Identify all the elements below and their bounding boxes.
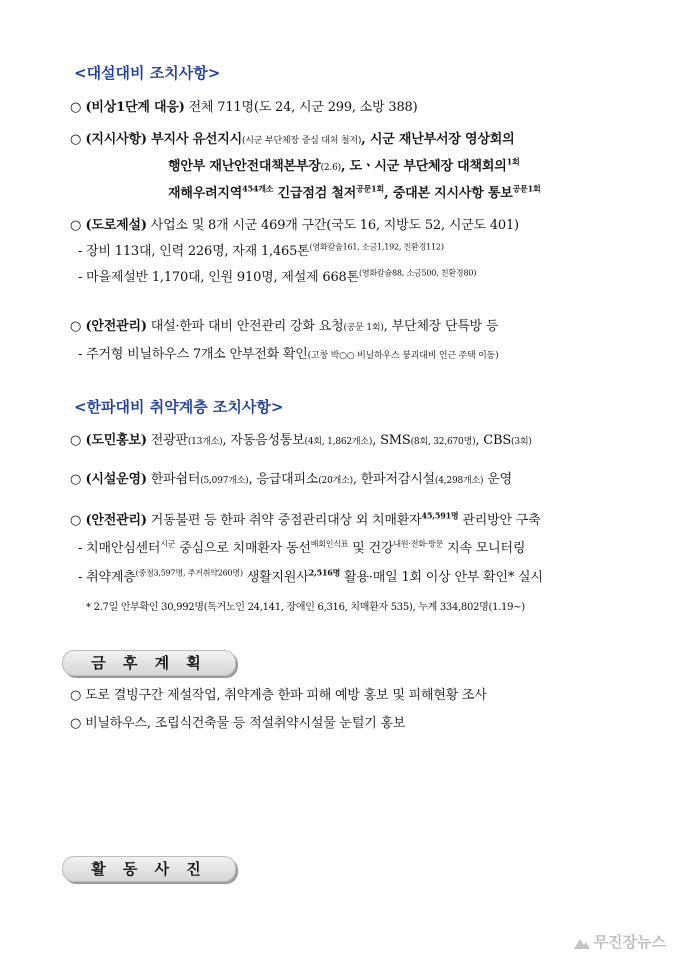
cold-safety-superscript: 내원·전화·방문 <box>393 539 444 549</box>
promo-text: , 자동음성통보 <box>222 433 305 448</box>
greenhouse-detail: (고창 박○○ 비닐하우스 붕괴대비 인근 주택 이동) <box>307 351 499 361</box>
facility-text: , 한파저감시설 <box>352 472 435 487</box>
cold-wave-section-title: <한파대비 취약계층 조치사항> <box>74 398 284 416</box>
watermark-text: 무진장뉴스 <box>593 933 666 951</box>
cold-safety-text: 및 건강 <box>348 541 394 556</box>
instruction-text: 재해우려지역 <box>168 186 243 201</box>
promo-line <box>70 429 532 448</box>
promo-head: ○ (도민홍보) <box>70 433 147 448</box>
future-plan-heading: 금 후 계 획 <box>62 650 236 676</box>
cold-safety-superscript: (중점3,597명, 주거취약260명) <box>135 568 243 578</box>
cold-safety-text: 활용·매일 1회 이상 안부 확인* 실시 <box>340 570 543 585</box>
facility-line <box>70 468 512 487</box>
snow-safety-body: 대설·한파 대비 안전관리 강화 요청 <box>150 319 344 334</box>
village-removal-detail: (염화칼슘88, 소금500, 친환경80) <box>358 268 477 278</box>
promo-text: , SMS <box>372 433 411 448</box>
instruction-detail: (시군 부단체장 중심 대처 철저) <box>241 136 362 146</box>
instruction-superscript: 공문1회 <box>512 183 541 194</box>
cold-safety-head: ○ (안전관리) <box>70 513 147 528</box>
equipment-line <box>78 240 444 259</box>
snow-safety-detail: (공문 1회) <box>343 323 384 333</box>
cold-safety-text: 거동불편 등 한파 취약 중점관리대상 외 치매환자 <box>150 513 422 528</box>
greenhouse-line <box>78 343 498 362</box>
instruction-text: , 도ㆍ시군 부단체장 대책회의 <box>340 159 507 174</box>
cold-safety-superscript: 배회인식표 <box>310 539 349 549</box>
instruction-text: 부지사 유선지시 <box>151 132 242 147</box>
snow-removal-detail: (국도 16, 지방도 52, 시군도 401) <box>326 218 519 233</box>
facility-text: , 응급대피소 <box>248 472 319 487</box>
cold-safety-text: 중심으로 치매환자 동선 <box>175 541 311 556</box>
instruction-line-3 <box>168 182 541 201</box>
snow-safety-head: ○ (안전관리) <box>70 319 147 334</box>
cold-safety-text: - 취약계층 <box>78 570 136 585</box>
emergency-line <box>70 96 418 115</box>
photos-heading: 활 동 사 진 <box>62 856 236 882</box>
snow-safety-tail: , 부단체장 단특방 등 <box>383 319 499 334</box>
facility-head: ○ (시설운영) <box>70 472 147 487</box>
promo-detail: (13개소) <box>187 437 223 447</box>
village-removal-text: - 마을제설반 1,170대, 인원 910명, 제설제 668톤 <box>78 270 359 285</box>
instruction-line-2 <box>168 155 519 174</box>
cold-safety-line-2 <box>78 537 525 556</box>
facility-detail: (5,097개소) <box>200 476 249 486</box>
cold-safety-line-3 <box>78 566 543 585</box>
promo-text: 전광판 <box>150 433 188 448</box>
cold-safety-text: 생활지원사 <box>242 570 309 585</box>
instruction-superscript: 1회 <box>506 156 520 167</box>
facility-text: 운영 <box>483 472 512 487</box>
future-plan-item: ○ 비닐하우스, 조립식건축물 등 적설취약시설물 눈털기 홍보 <box>70 716 406 731</box>
promo-detail: (8회, 32,670명) <box>410 437 476 447</box>
snow-safety-line <box>70 315 498 334</box>
emergency-detail: (도 24, 시군 299, 소방 388) <box>253 100 418 115</box>
check-note: * 2.7일 안부확인 30,992명(독거노인 24,141, 장애인 6,316, 치매환자 535), 누계 334,802명(1.19~) <box>86 602 525 613</box>
cold-safety-text: 관리방안 구축 <box>458 513 541 528</box>
instruction-text: 긴급점검 철저 <box>273 186 357 201</box>
facility-text: 한파쉼터 <box>150 472 201 487</box>
instruction-line-1 <box>70 128 514 147</box>
mountain-icon <box>574 937 590 949</box>
snow-removal-line <box>70 214 519 233</box>
instruction-detail: (2.6) <box>320 163 341 173</box>
future-plan-item: ○ 도로 결빙구간 제설작업, 취약계층 한파 피해 예방 홍보 및 피해현황 조사 <box>70 688 487 703</box>
promo-detail: (4회, 1,862개소) <box>304 437 373 447</box>
facility-detail: (20개소) <box>318 476 353 486</box>
cold-safety-superscript: 45,591명 <box>421 510 459 521</box>
cold-safety-superscript: 시군 <box>160 539 176 549</box>
cold-safety-text: - 치매안심센터 <box>78 541 161 556</box>
instruction-superscript: 454개소 <box>242 183 274 194</box>
promo-text: , CBS <box>475 433 512 448</box>
instruction-text: , 중대본 지시사항 통보 <box>384 186 513 201</box>
instruction-text: 행안부 재난안전대책본부장 <box>168 159 321 174</box>
snow-removal-head: ○ (도로제설) <box>70 218 147 233</box>
cold-safety-line-1 <box>70 509 540 528</box>
equipment-detail: (염화칼슘161, 소금1,192, 친환경112) <box>309 242 444 252</box>
heavy-snow-section-title: <대설대비 조치사항> <box>74 64 221 82</box>
cold-safety-text: 지속 모니터링 <box>443 541 526 556</box>
emergency-body: 전체 711명 <box>188 100 254 115</box>
facility-detail: (4,298개소) <box>434 476 484 486</box>
equipment-text: - 장비 113대, 인력 226명, 자재 1,465톤 <box>78 244 310 259</box>
promo-detail: (3회) <box>511 437 532 447</box>
village-removal-line <box>78 266 476 285</box>
watermark <box>574 931 666 952</box>
instruction-head: ○ (지시사항) <box>70 132 147 147</box>
emergency-head: ○ (비상1단계 대응) <box>70 100 185 115</box>
instruction-superscript: 공문1회 <box>356 183 385 194</box>
greenhouse-text: - 주거형 비닐하우스 7개소 안부전화 확인 <box>78 347 308 362</box>
instruction-text: , 시군 재난부서장 영상회의 <box>361 132 515 147</box>
cold-safety-superscript: 2,516명 <box>308 567 341 578</box>
snow-removal-body: 사업소 및 8개 시군 469개 구간 <box>150 218 327 233</box>
